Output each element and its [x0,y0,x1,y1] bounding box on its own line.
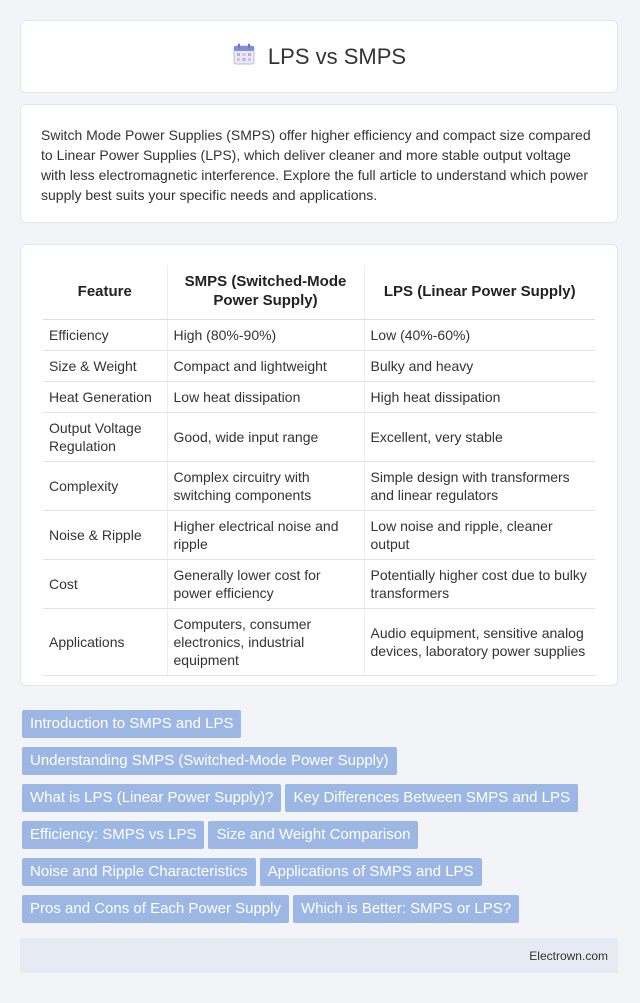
table-cell: High heat dissipation [364,382,595,413]
tag-which-better[interactable]: Which is Better: SMPS or LPS? [293,895,519,923]
table-cell: Low (40%-60%) [364,320,595,351]
table-cell: Bulky and heavy [364,351,595,382]
table-cell: Audio equipment, sensitive analog devices, laboratory power supplies [364,609,595,676]
table-cell: Low noise and ripple, cleaner output [364,511,595,560]
comparison-card [20,244,618,686]
header-feature: Feature [43,265,167,320]
intro-text: Switch Mode Power Supplies (SMPS) offer higher efficiency and compact size compared to Linear Power Supplies (LPS), which deliver cleaner and more stable output voltage with less electromagnetic interference. Explore the full article to understand which power supply best suits your specific needs and applications. [41,127,591,203]
table-header-row [43,265,595,320]
table-cell: Higher electrical noise and ripple [167,511,364,560]
page-title: LPS vs SMPS [267,43,407,69]
table-cell: Complex circuitry with switching components [167,462,364,511]
tag-size-weight[interactable]: Size and Weight Comparison [208,821,418,849]
table-cell: Generally lower cost for power efficiency [167,560,364,609]
tag-understanding-smps[interactable]: Understanding SMPS (Switched-Mode Power Supply) [22,747,397,775]
table-cell: Cost [43,560,167,609]
table-cell: Output Voltage Regulation [43,413,167,462]
table-row [43,560,595,609]
intro-card [20,104,618,223]
table-cell: Compact and lightweight [167,351,364,382]
table-cell: High (80%-90%) [167,320,364,351]
table-cell: Complexity [43,462,167,511]
footer [20,938,618,973]
table-cell: Applications [43,609,167,676]
header-lps: LPS (Linear Power Supply) [364,265,595,320]
table-row [43,511,595,560]
table-cell: Potentially higher cost due to bulky transformers [364,560,595,609]
footer-site-link[interactable]: Electrown.com [529,948,608,963]
table-row [43,351,595,382]
tag-pros-cons[interactable]: Pros and Cons of Each Power Supply [22,895,289,923]
tag-applications[interactable]: Applications of SMPS and LPS [260,858,482,886]
tag-introduction[interactable]: Introduction to SMPS and LPS [22,710,241,738]
tag-noise-ripple[interactable]: Noise and Ripple Characteristics [22,858,256,886]
table-row [43,609,595,676]
calendar-icon [232,42,256,71]
table-row [43,462,595,511]
table-cell: Computers, consumer electronics, industrial equipment [167,609,364,676]
tag-key-differences[interactable]: Key Differences Between SMPS and LPS [285,784,578,812]
table-row [43,413,595,462]
table-cell: Low heat dissipation [167,382,364,413]
table-cell: Noise & Ripple [43,511,167,560]
table-cell: Efficiency [43,320,167,351]
tag-efficiency[interactable]: Efficiency: SMPS vs LPS [22,821,204,849]
table-cell: Simple design with transformers and linear regulators [364,462,595,511]
table-row [43,320,595,351]
table-row [43,382,595,413]
table-cell: Excellent, very stable [364,413,595,462]
table-cell: Heat Generation [43,382,167,413]
topic-tags [22,710,612,932]
header-card [20,20,618,93]
comparison-table [43,265,595,676]
table-cell: Good, wide input range [167,413,364,462]
table-cell: Size & Weight [43,351,167,382]
tag-what-is-lps[interactable]: What is LPS (Linear Power Supply)? [22,784,281,812]
header-smps: SMPS (Switched-Mode Power Supply) [167,265,364,320]
